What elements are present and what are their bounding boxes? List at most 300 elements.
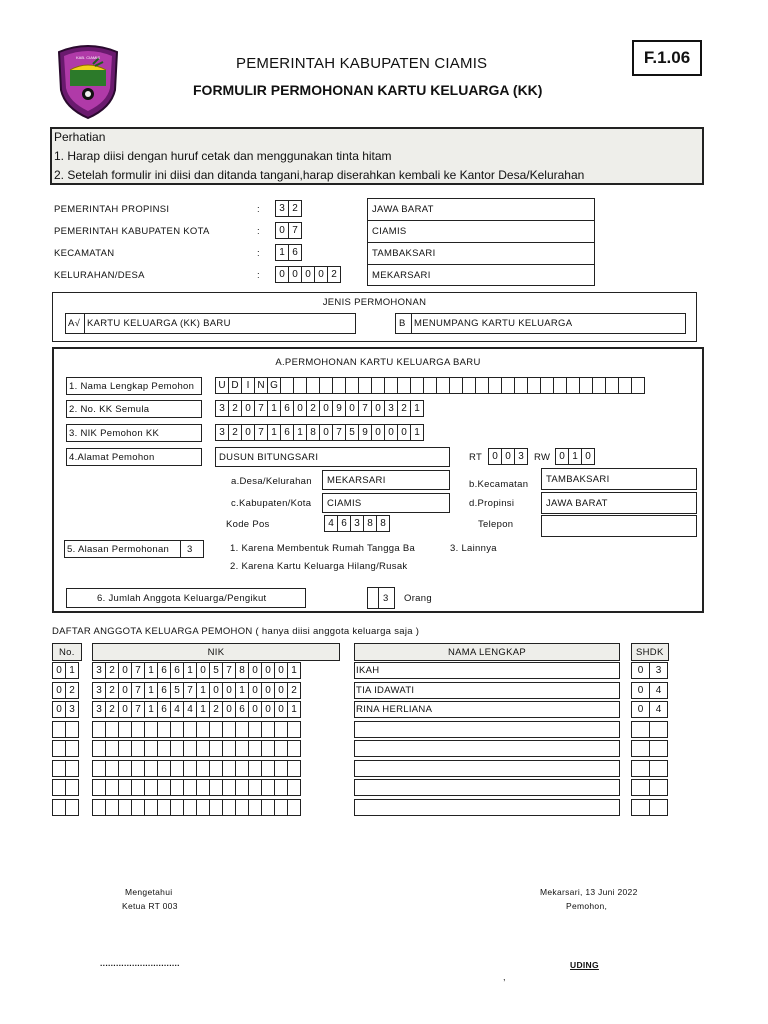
kecamatan-name[interactable]: TAMBAKSARI (372, 248, 436, 259)
rt-digit[interactable]: 3 (514, 448, 528, 465)
member-nik-digit[interactable] (235, 740, 249, 757)
member-nik-digit[interactable]: 6 (235, 701, 249, 718)
member-nik-digit[interactable]: 8 (235, 662, 249, 679)
member-nik-digit[interactable]: 0 (274, 682, 288, 699)
member-nik-digit[interactable] (235, 760, 249, 777)
member-nik-digit[interactable] (261, 799, 275, 816)
member-nik-digit[interactable] (248, 760, 262, 777)
nama-char[interactable]: U (215, 377, 229, 394)
nik-digit[interactable]: 3 (215, 424, 229, 441)
kabupaten-input[interactable] (322, 493, 450, 513)
member-shdk[interactable] (631, 779, 668, 796)
member-nik-digit[interactable]: 2 (287, 682, 301, 699)
member-nik-digit[interactable] (248, 721, 262, 738)
nama-char[interactable] (293, 377, 307, 394)
nik-digit[interactable]: 9 (358, 424, 372, 441)
alamat-input[interactable] (215, 447, 450, 467)
member-nik-digit[interactable]: 0 (118, 701, 132, 718)
member-no[interactable] (52, 701, 79, 718)
member-nik-digit[interactable]: 3 (92, 701, 106, 718)
code-digit[interactable]: 6 (288, 244, 302, 261)
kabupaten-name[interactable]: CIAMIS (372, 226, 407, 237)
member-nik-digit[interactable]: 7 (131, 662, 145, 679)
nama-char[interactable] (592, 377, 606, 394)
member-nama[interactable] (354, 779, 620, 796)
nik-digit[interactable]: 1 (410, 424, 424, 441)
member-nik-digit[interactable] (222, 721, 236, 738)
nama-char[interactable] (319, 377, 333, 394)
member-nik-digit[interactable]: 6 (157, 682, 171, 699)
member-shdk-digit[interactable] (649, 779, 668, 796)
member-shdk[interactable] (631, 701, 668, 718)
member-nik-digit[interactable] (274, 779, 288, 796)
code-digit[interactable]: 0 (275, 266, 289, 283)
code-digit[interactable]: 0 (288, 266, 302, 283)
member-nik-digit[interactable] (235, 799, 249, 816)
member-shdk-digit[interactable] (631, 799, 650, 816)
nama-char[interactable] (371, 377, 385, 394)
member-shdk-digit[interactable] (631, 779, 650, 796)
member-nik-digit[interactable] (183, 740, 197, 757)
kecamatan-code[interactable] (275, 244, 302, 261)
nama-char[interactable] (436, 377, 450, 394)
member-nik[interactable] (92, 799, 301, 816)
member-nik-digit[interactable]: 4 (170, 701, 184, 718)
member-nik-digit[interactable] (196, 799, 210, 816)
member-nik-digit[interactable] (92, 760, 106, 777)
member-no-digit[interactable]: 0 (52, 701, 66, 718)
member-shdk-digit[interactable] (631, 740, 650, 757)
member-no-digit[interactable] (52, 799, 66, 816)
member-shdk[interactable] (631, 799, 668, 816)
member-nik-digit[interactable] (209, 740, 223, 757)
rw-digit[interactable]: 0 (555, 448, 569, 465)
member-shdk[interactable] (631, 740, 668, 757)
member-nik-digit[interactable] (131, 721, 145, 738)
member-nik[interactable] (92, 760, 301, 777)
nama-char[interactable] (579, 377, 593, 394)
nama-char[interactable] (410, 377, 424, 394)
member-no[interactable] (52, 760, 79, 777)
member-nik-digit[interactable] (118, 799, 132, 816)
nik-digit[interactable]: 1 (293, 424, 307, 441)
rw-digit[interactable]: 0 (581, 448, 595, 465)
code-digit[interactable]: 0 (301, 266, 315, 283)
member-shdk-digit[interactable] (649, 740, 668, 757)
member-nik-digit[interactable]: 1 (144, 662, 158, 679)
kk-digit[interactable]: 9 (332, 400, 346, 417)
member-nama[interactable] (354, 740, 620, 757)
member-nik-digit[interactable] (248, 779, 262, 796)
nama-char[interactable] (358, 377, 372, 394)
member-nik-digit[interactable] (183, 799, 197, 816)
nama-char[interactable] (462, 377, 476, 394)
member-nik-digit[interactable]: 0 (261, 682, 275, 699)
member-nik-digit[interactable] (222, 799, 236, 816)
nama-char[interactable] (527, 377, 541, 394)
member-nik-digit[interactable] (287, 740, 301, 757)
kk-digit[interactable]: 1 (410, 400, 424, 417)
member-nik-digit[interactable] (144, 721, 158, 738)
member-nik-digit[interactable]: 1 (144, 682, 158, 699)
member-nik[interactable] (92, 740, 301, 757)
member-nik-digit[interactable]: 7 (222, 662, 236, 679)
rt-digit[interactable]: 0 (488, 448, 502, 465)
member-nik-digit[interactable] (105, 799, 119, 816)
member-nik-digit[interactable] (196, 740, 210, 757)
member-nik-digit[interactable] (261, 740, 275, 757)
member-no[interactable] (52, 662, 79, 679)
member-nik-digit[interactable]: 0 (222, 701, 236, 718)
nik-digit[interactable]: 0 (397, 424, 411, 441)
member-nik-digit[interactable] (144, 779, 158, 796)
member-nik-digit[interactable] (274, 721, 288, 738)
jumlah-input[interactable] (367, 587, 395, 609)
member-no[interactable] (52, 779, 79, 796)
member-nik-digit[interactable] (209, 760, 223, 777)
nama-char[interactable] (423, 377, 437, 394)
member-shdk[interactable] (631, 682, 668, 699)
nik-digit[interactable]: 0 (241, 424, 255, 441)
nama-char[interactable] (345, 377, 359, 394)
member-nik-digit[interactable] (105, 779, 119, 796)
kelurahan-name[interactable]: MEKARSARI (372, 270, 431, 281)
member-nik-digit[interactable] (209, 799, 223, 816)
member-nik-digit[interactable]: 1 (287, 701, 301, 718)
member-nik-digit[interactable] (209, 779, 223, 796)
member-no[interactable] (52, 682, 79, 699)
member-nik-digit[interactable]: 0 (248, 662, 262, 679)
kecamatan-input[interactable] (541, 468, 697, 490)
member-nik-digit[interactable]: 1 (287, 662, 301, 679)
member-nik-digit[interactable] (261, 779, 275, 796)
member-no[interactable] (52, 721, 79, 738)
member-nik-digit[interactable] (170, 779, 184, 796)
member-nik-digit[interactable]: 2 (105, 662, 119, 679)
member-nik-digit[interactable] (105, 721, 119, 738)
member-no-digit[interactable]: 0 (52, 682, 66, 699)
member-nik-digit[interactable]: 1 (196, 701, 210, 718)
member-no-digit[interactable]: 0 (52, 662, 66, 679)
member-nik-digit[interactable] (105, 760, 119, 777)
member-nik-digit[interactable] (105, 740, 119, 757)
member-nama[interactable] (354, 721, 620, 738)
member-nik-digit[interactable]: 0 (274, 662, 288, 679)
member-nik-digit[interactable]: 0 (222, 682, 236, 699)
member-no-digit[interactable]: 2 (65, 682, 79, 699)
kk-digit[interactable]: 7 (358, 400, 372, 417)
member-shdk-digit[interactable] (631, 760, 650, 777)
member-nik-digit[interactable]: 0 (248, 701, 262, 718)
nama-char[interactable] (475, 377, 489, 394)
member-shdk-digit[interactable]: 4 (649, 682, 668, 699)
member-nik-digit[interactable] (183, 760, 197, 777)
desa-input[interactable] (322, 470, 450, 490)
kk-digit[interactable]: 3 (384, 400, 398, 417)
member-nama[interactable] (354, 682, 620, 699)
member-nik-digit[interactable] (92, 721, 106, 738)
kodepos-digit[interactable]: 8 (363, 515, 377, 532)
option-b[interactable] (395, 313, 686, 334)
member-nik-digit[interactable] (196, 760, 210, 777)
member-no-digit[interactable] (65, 740, 79, 757)
nik-pemohon-cells[interactable] (215, 424, 424, 441)
member-no-digit[interactable] (52, 779, 66, 796)
nama-char[interactable] (631, 377, 645, 394)
member-nik-digit[interactable] (287, 721, 301, 738)
kodepos-cells[interactable] (324, 515, 390, 532)
member-nik-digit[interactable] (235, 721, 249, 738)
member-shdk-digit[interactable]: 0 (631, 701, 650, 718)
kk-digit[interactable]: 2 (306, 400, 320, 417)
member-nik-digit[interactable]: 0 (261, 701, 275, 718)
member-nik-digit[interactable]: 0 (118, 662, 132, 679)
member-nik[interactable] (92, 701, 301, 718)
member-no-digit[interactable]: 1 (65, 662, 79, 679)
kabupaten-code[interactable] (275, 222, 302, 239)
nama-char[interactable] (501, 377, 515, 394)
member-nik-digit[interactable] (274, 740, 288, 757)
nama-char[interactable]: N (254, 377, 268, 394)
member-no-digit[interactable] (65, 799, 79, 816)
code-digit[interactable]: 1 (275, 244, 289, 261)
member-nik-digit[interactable]: 7 (131, 682, 145, 699)
member-nik-digit[interactable] (235, 779, 249, 796)
member-nik-digit[interactable]: 7 (131, 701, 145, 718)
member-no-digit[interactable]: 3 (65, 701, 79, 718)
nama-char[interactable]: G (267, 377, 281, 394)
nik-digit[interactable]: 0 (319, 424, 333, 441)
code-digit[interactable]: 7 (288, 222, 302, 239)
member-nik-digit[interactable]: 1 (144, 701, 158, 718)
kk-digit[interactable]: 2 (397, 400, 411, 417)
member-nik-digit[interactable]: 1 (196, 682, 210, 699)
member-nik-digit[interactable]: 4 (183, 701, 197, 718)
kk-digit[interactable]: 3 (215, 400, 229, 417)
code-digit[interactable]: 2 (288, 200, 302, 217)
rw-digit[interactable]: 1 (568, 448, 582, 465)
member-shdk-digit[interactable]: 0 (631, 662, 650, 679)
propinsi-input[interactable] (541, 492, 697, 514)
nik-digit[interactable]: 6 (280, 424, 294, 441)
alasan-value[interactable]: 3 (187, 544, 193, 555)
nama-char[interactable]: D (228, 377, 242, 394)
member-nik-digit[interactable] (118, 779, 132, 796)
member-nik-digit[interactable] (157, 760, 171, 777)
nama-char[interactable] (514, 377, 528, 394)
member-no-digit[interactable] (52, 760, 66, 777)
member-nik-digit[interactable] (287, 779, 301, 796)
nama-char[interactable] (280, 377, 294, 394)
nama-char[interactable] (605, 377, 619, 394)
kodepos-digit[interactable]: 6 (337, 515, 351, 532)
member-nik[interactable] (92, 779, 301, 796)
nama-char[interactable] (618, 377, 632, 394)
member-no-digit[interactable] (52, 721, 66, 738)
code-digit[interactable]: 3 (275, 200, 289, 217)
member-nama[interactable] (354, 662, 620, 679)
kk-digit[interactable]: 0 (319, 400, 333, 417)
nama-char[interactable] (306, 377, 320, 394)
member-shdk-digit[interactable] (649, 721, 668, 738)
rt-digit[interactable]: 0 (501, 448, 515, 465)
nik-digit[interactable]: 0 (384, 424, 398, 441)
member-no[interactable] (52, 740, 79, 757)
member-nik-digit[interactable] (183, 721, 197, 738)
member-nik-digit[interactable] (170, 760, 184, 777)
member-nik-digit[interactable] (274, 760, 288, 777)
kk-semula-cells[interactable] (215, 400, 424, 417)
nama-char[interactable] (397, 377, 411, 394)
telepon-input[interactable] (541, 515, 697, 537)
member-nik-digit[interactable] (209, 721, 223, 738)
kodepos-digit[interactable]: 8 (376, 515, 390, 532)
member-nik-digit[interactable] (157, 799, 171, 816)
member-nik-digit[interactable]: 5 (170, 682, 184, 699)
member-no-digit[interactable] (52, 740, 66, 757)
member-nik-digit[interactable]: 1 (183, 662, 197, 679)
member-nik-digit[interactable] (248, 740, 262, 757)
member-nik-digit[interactable] (248, 799, 262, 816)
member-nik-digit[interactable] (144, 799, 158, 816)
member-nik-digit[interactable]: 7 (183, 682, 197, 699)
propinsi-name[interactable]: JAWA BARAT (372, 204, 434, 215)
member-nik-digit[interactable]: 6 (157, 701, 171, 718)
member-shdk-digit[interactable]: 3 (649, 662, 668, 679)
member-nik-digit[interactable] (118, 760, 132, 777)
member-nik-digit[interactable]: 3 (92, 682, 106, 699)
member-shdk-digit[interactable]: 0 (631, 682, 650, 699)
nama-char[interactable] (384, 377, 398, 394)
code-digit[interactable]: 2 (327, 266, 341, 283)
member-nik-digit[interactable]: 6 (170, 662, 184, 679)
nama-char[interactable] (540, 377, 554, 394)
member-nik-digit[interactable] (131, 779, 145, 796)
nama-char[interactable] (566, 377, 580, 394)
member-nama[interactable] (354, 701, 620, 718)
nama-char[interactable] (449, 377, 463, 394)
member-nik[interactable] (92, 662, 301, 679)
option-a[interactable] (65, 313, 356, 334)
member-nik-digit[interactable] (287, 760, 301, 777)
member-nik-digit[interactable] (118, 721, 132, 738)
member-nik-digit[interactable]: 0 (118, 682, 132, 699)
member-nik-digit[interactable]: 2 (105, 701, 119, 718)
member-nik-digit[interactable] (92, 799, 106, 816)
nik-digit[interactable]: 5 (345, 424, 359, 441)
member-nik-digit[interactable] (222, 760, 236, 777)
member-nik-digit[interactable] (183, 779, 197, 796)
member-nik-digit[interactable] (92, 740, 106, 757)
member-nik-digit[interactable] (157, 740, 171, 757)
kodepos-digit[interactable]: 3 (350, 515, 364, 532)
rw-cells[interactable] (555, 448, 595, 465)
member-nik-digit[interactable]: 2 (105, 682, 119, 699)
kk-digit[interactable]: 1 (267, 400, 281, 417)
member-nik-digit[interactable] (274, 799, 288, 816)
kk-digit[interactable]: 7 (254, 400, 268, 417)
member-nik-digit[interactable] (170, 740, 184, 757)
member-nik[interactable] (92, 721, 301, 738)
member-nik-digit[interactable] (287, 799, 301, 816)
nama-pemohon-cells[interactable] (215, 377, 645, 394)
code-digit[interactable]: 0 (314, 266, 328, 283)
nama-char[interactable] (488, 377, 502, 394)
member-nik-digit[interactable]: 0 (248, 682, 262, 699)
member-nik-digit[interactable]: 0 (261, 662, 275, 679)
member-no-digit[interactable] (65, 721, 79, 738)
nik-digit[interactable]: 0 (371, 424, 385, 441)
member-nik-digit[interactable] (131, 799, 145, 816)
member-shdk-digit[interactable] (631, 721, 650, 738)
member-nik-digit[interactable]: 5 (209, 662, 223, 679)
kk-digit[interactable]: 0 (293, 400, 307, 417)
member-nama[interactable] (354, 799, 620, 816)
member-nik-digit[interactable] (157, 721, 171, 738)
nik-digit[interactable]: 2 (228, 424, 242, 441)
nik-digit[interactable]: 7 (332, 424, 346, 441)
member-nik-digit[interactable] (196, 779, 210, 796)
member-nik-digit[interactable] (131, 760, 145, 777)
member-nik-digit[interactable] (261, 721, 275, 738)
member-shdk[interactable] (631, 760, 668, 777)
member-nik-digit[interactable]: 1 (235, 682, 249, 699)
member-nik-digit[interactable] (131, 740, 145, 757)
member-nik-digit[interactable] (222, 779, 236, 796)
code-digit[interactable]: 0 (275, 222, 289, 239)
member-nik-digit[interactable] (170, 721, 184, 738)
kodepos-digit[interactable]: 4 (324, 515, 338, 532)
propinsi-code[interactable] (275, 200, 302, 217)
member-nik-digit[interactable]: 0 (196, 662, 210, 679)
member-no[interactable] (52, 799, 79, 816)
nama-char[interactable]: I (241, 377, 255, 394)
kelurahan-code[interactable] (275, 266, 341, 283)
nik-digit[interactable]: 7 (254, 424, 268, 441)
kk-digit[interactable]: 0 (345, 400, 359, 417)
nik-digit[interactable]: 1 (267, 424, 281, 441)
member-nik-digit[interactable]: 0 (274, 701, 288, 718)
member-nik-digit[interactable] (118, 740, 132, 757)
member-nama[interactable] (354, 760, 620, 777)
nik-digit[interactable]: 8 (306, 424, 320, 441)
member-nik-digit[interactable] (92, 779, 106, 796)
kk-digit[interactable]: 2 (228, 400, 242, 417)
nama-char[interactable] (332, 377, 346, 394)
kk-digit[interactable]: 6 (280, 400, 294, 417)
member-shdk[interactable] (631, 721, 668, 738)
member-no-digit[interactable] (65, 760, 79, 777)
kk-digit[interactable]: 0 (241, 400, 255, 417)
member-nik-digit[interactable] (261, 760, 275, 777)
member-shdk-digit[interactable] (649, 799, 668, 816)
kk-digit[interactable]: 0 (371, 400, 385, 417)
member-nik-digit[interactable] (144, 760, 158, 777)
member-nik-digit[interactable]: 6 (157, 662, 171, 679)
member-shdk[interactable] (631, 662, 668, 679)
member-nik-digit[interactable]: 0 (209, 682, 223, 699)
member-nik-digit[interactable]: 2 (209, 701, 223, 718)
member-nik-digit[interactable]: 3 (92, 662, 106, 679)
member-shdk-digit[interactable] (649, 760, 668, 777)
nama-char[interactable] (553, 377, 567, 394)
member-nik-digit[interactable] (170, 799, 184, 816)
member-shdk-digit[interactable]: 4 (649, 701, 668, 718)
member-no-digit[interactable] (65, 779, 79, 796)
member-nik-digit[interactable] (157, 779, 171, 796)
member-nik[interactable] (92, 682, 301, 699)
rt-cells[interactable] (488, 448, 528, 465)
